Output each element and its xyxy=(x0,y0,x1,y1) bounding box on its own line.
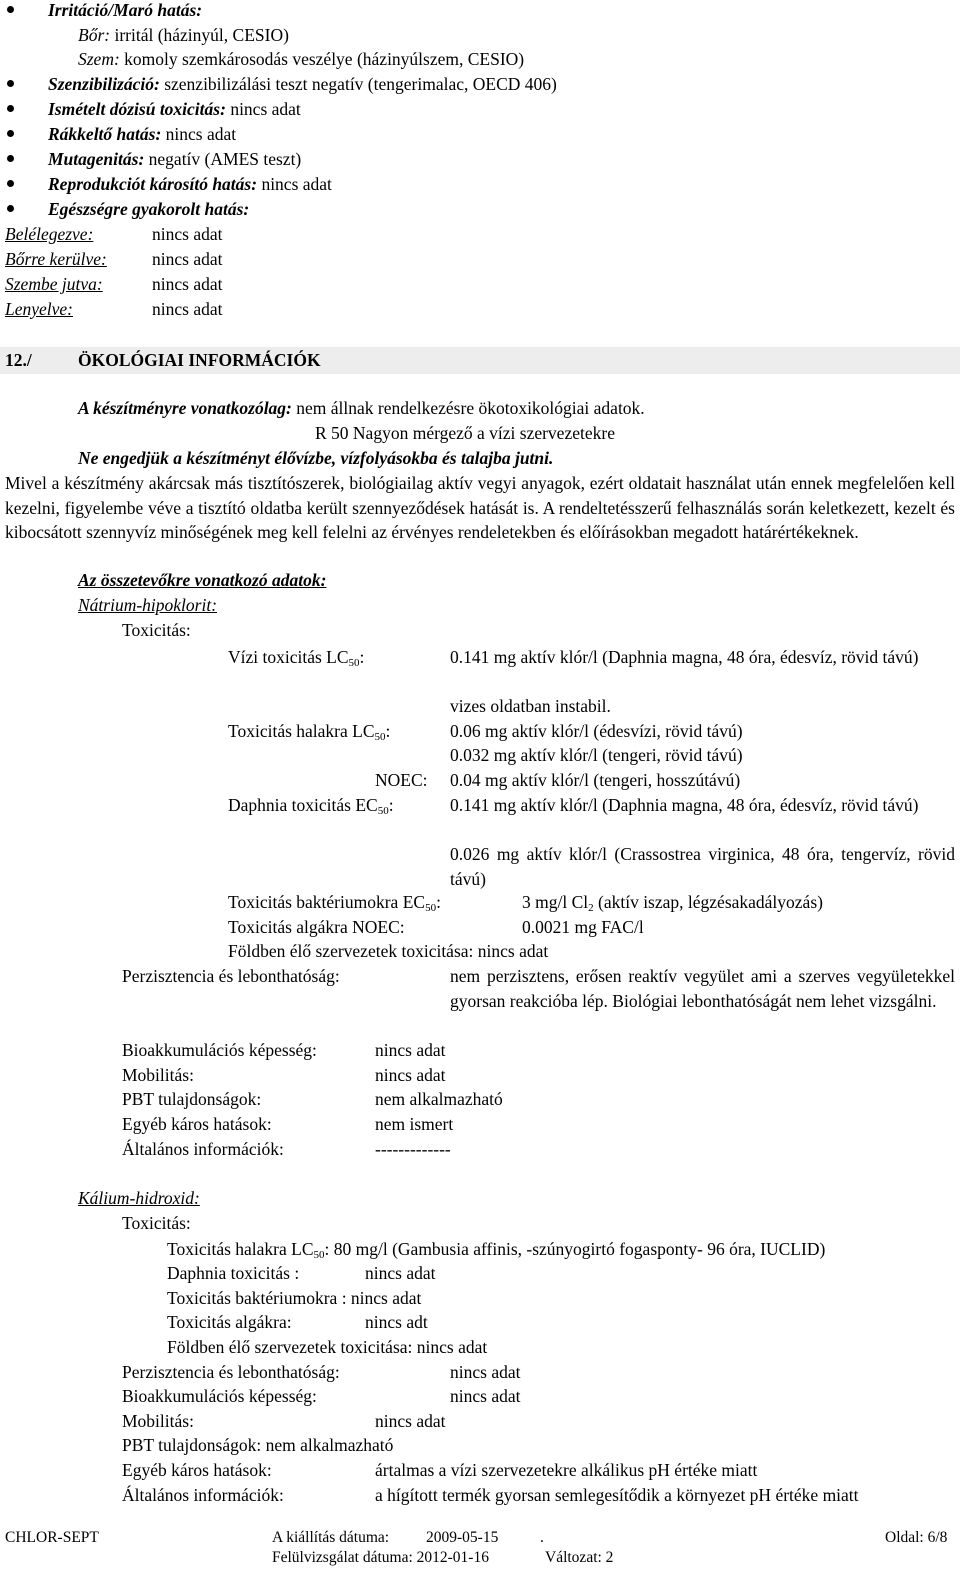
koh-persist-label: Perzisztencia és lebonthatóság: xyxy=(122,1362,340,1382)
skin-value: irritál (házinyúl, CESIO) xyxy=(114,25,289,45)
eye-value: komoly szemkárosodás veszélye (házinyúlszem, CESIO) xyxy=(124,49,525,69)
subscript: 50 xyxy=(374,731,386,743)
koh-fish-value: : 80 mg/l (Gambusia affinis, -szúnyogirtó fogasponty- 96 óra, IUCLID) xyxy=(324,1239,826,1259)
bullet-item xyxy=(48,199,249,219)
bullet-item xyxy=(48,99,301,119)
koh-other-label: Egyéb káros hatások: xyxy=(122,1460,272,1480)
route-value: nincs adat xyxy=(152,274,223,294)
koh-fish-label: Toxicitás halakra LC xyxy=(167,1239,314,1259)
bullet xyxy=(7,155,14,162)
bullet-value: nincs adat xyxy=(230,99,301,119)
bact-tox-value xyxy=(522,892,823,912)
footer-issue-date: 2009-05-15 xyxy=(426,1529,499,1546)
prop-value: nincs adat xyxy=(375,1065,446,1085)
section-title: ÖKOLÓGIAI INFORMÁCIÓK xyxy=(78,350,321,370)
toxicity-heading: Toxicitás: xyxy=(122,620,191,640)
koh-daphnia-value: nincs adat xyxy=(365,1263,436,1283)
fish-tox-label-text: Toxicitás halakra LC xyxy=(228,721,375,741)
koh-general-value: a hígított termék gyorsan semlegesítődik a környezet pH értéke miatt xyxy=(375,1485,859,1505)
bullet-label: Reprodukciót károsító hatás: xyxy=(48,174,258,194)
bact-value-text: 3 mg/l Cl xyxy=(522,892,589,912)
route-value: nincs adat xyxy=(152,249,223,269)
algae-tox-label: Toxicitás algákra NOEC: xyxy=(228,917,405,937)
prop-label: Mobilitás: xyxy=(122,1065,194,1085)
water-tox-value: 0.141 mg aktív klór/l (Daphnia magna, 48 óra, édesvíz, rövid távú) xyxy=(450,647,919,667)
bullet xyxy=(7,80,14,87)
footer-product: CHLOR-SEPT xyxy=(5,1529,99,1546)
koh-mob-value: nincs adat xyxy=(375,1411,446,1431)
koh-bact-tox: Toxicitás baktériumokra : nincs adat xyxy=(167,1288,422,1308)
footer-version: Változat: 2 xyxy=(545,1549,614,1566)
daphnia-tox-value-1: 0.141 mg aktív klór/l (Daphnia magna, 48 óra, édesvíz, rövid távú) xyxy=(450,795,919,815)
koh-daphnia-label: Daphnia toxicitás : xyxy=(167,1263,300,1283)
daphnia-tox-label: Daphnia toxicitás $EC_{50}$: xyxy=(228,795,394,817)
prop-value: ------------- xyxy=(375,1139,451,1159)
water-tox-label-text: Vízi toxicitás LC xyxy=(228,647,349,667)
skin-line xyxy=(78,25,289,45)
koh-pbt: PBT tulajdonságok: nem alkalmazható xyxy=(122,1435,394,1455)
bullet-value: szenzibilizálási teszt negatív (tengerimalac, OECD 406) xyxy=(164,74,557,94)
water-tox-label: Vízi toxicitás $LC_{50}$: xyxy=(228,647,365,669)
prop-label: Egyéb káros hatások: xyxy=(122,1114,272,1134)
components-heading: Az összetevőkre vonatkozó adatok: xyxy=(78,570,327,590)
bullet-value: negatív (AMES teszt) xyxy=(148,149,302,169)
subscript: 50 xyxy=(377,805,389,817)
component-name: Kálium-hidroxid: xyxy=(78,1188,200,1208)
section-number: 12./ xyxy=(5,350,32,370)
bullet-label: Szenzibilizáció: xyxy=(48,74,160,94)
bullet-item xyxy=(48,124,236,144)
prop-label: PBT tulajdonságok: xyxy=(122,1089,262,1109)
noec-value: 0.04 mg aktív klór/l (tengeri, hosszútávú) xyxy=(450,770,741,790)
footer-issue-label: A kiállítás dátuma: xyxy=(272,1529,390,1546)
koh-soil-tox: Földben élő szervezetek toxicitása: nincs adat xyxy=(167,1337,488,1357)
bact-tox-label: Toxicitás baktériumokra $EC_{50}$: xyxy=(228,892,441,914)
koh-general-label: Általános információk: xyxy=(122,1485,284,1505)
eye-label: Szem: xyxy=(78,49,120,69)
intro-label: A készítményre vonatkozólag: xyxy=(78,398,292,418)
prop-label: Bioakkumulációs képesség: xyxy=(122,1040,317,1060)
koh-fish-tox xyxy=(167,1239,825,1259)
irritation-label: Irritáció/Maró hatás: xyxy=(48,0,203,20)
bullet-label: Mutagenitás: xyxy=(48,149,145,169)
prop-label: Általános információk: xyxy=(122,1139,284,1159)
water-tox-note: vizes oldatban instabil. xyxy=(450,696,611,716)
fish-tox-value-1: 0.06 mg aktív klór/l (édesvízi, rövid távú) xyxy=(450,721,743,741)
footer-page: Oldal: 6/8 xyxy=(885,1529,948,1546)
subscript: 50 xyxy=(348,657,360,669)
koh-bio-value: nincs adat xyxy=(450,1386,521,1406)
algae-tox-value: 0.0021 mg FAC/l xyxy=(522,917,644,937)
bullet-value: nincs adat xyxy=(165,124,237,144)
bact-tox-label-text: Toxicitás baktériumokra EC xyxy=(228,892,426,912)
route-label: Belélegezve: xyxy=(5,224,94,244)
fish-tox-value-2: 0.032 mg aktív klór/l (tengeri, rövid távú) xyxy=(450,745,743,765)
bullet xyxy=(7,130,14,137)
persistence-label: Perzisztencia és lebonthatóság: xyxy=(122,966,340,986)
bullet xyxy=(7,180,14,187)
bact-value-note: (aktív iszap, légzésakadályozás) xyxy=(598,892,823,912)
soil-tox: Földben élő szervezetek toxicitása: nincs adat xyxy=(228,941,549,961)
bullet xyxy=(7,105,14,112)
noec-label: NOEC: xyxy=(375,770,428,790)
persistence-value: nem perzisztens, erősen reaktív vegyület ami a szerves vegyületekkel gyorsan reakcióba lép. Biológiai lebonthatóságát nem lehet vizsgálni. xyxy=(450,966,955,1011)
bullet-label: Rákkeltő hatás: xyxy=(48,124,162,144)
footer-review: Felülvizsgálat dátuma: 2012-01-16 xyxy=(272,1549,489,1566)
daphnia-tox-label-text: Daphnia toxicitás EC xyxy=(228,795,378,815)
route-label: Bőrre kerülve: xyxy=(5,249,107,269)
intro-value: nem állnak rendelkezésre ökotoxikológiai adatok. xyxy=(296,398,645,418)
footer-dot: . xyxy=(540,1529,544,1546)
koh-other-value: ártalmas a vízi szervezetekre alkálikus pH értéke miatt xyxy=(375,1460,758,1480)
koh-algae-value: nincs adt xyxy=(365,1312,428,1332)
section-paragraph: Mivel a készítmény akárcsak más tisztítószerek, biológiailag aktív vegyi anyagok, ezért oldatait használat után ennek megfelelően kell kezelni, figyelembe véve a tisztító oldatba került szennyeződések hatását is. A rendeltetésszerű felhasználás során keletkezett, kezelt és kibocsátott szennyvíz minőségének meg kell felelni az érvényes rendeletekben és előírásokban megadott határértékeknek. xyxy=(5,473,955,542)
route-label: Lenyelve: xyxy=(5,299,74,319)
bullet-label: Ismételt dózisú toxicitás: xyxy=(48,99,226,119)
fish-tox-label: Toxicitás halakra $LC_{50}$: xyxy=(228,721,391,743)
bullet-item xyxy=(48,149,301,169)
route-value: nincs adat xyxy=(152,299,223,319)
component-name: Nátrium-hipoklorit: xyxy=(78,595,218,615)
bullet-value: nincs adat xyxy=(261,174,332,194)
koh-persist-value: nincs adat xyxy=(450,1362,521,1382)
bullet xyxy=(7,6,14,13)
prop-value: nem alkalmazható xyxy=(375,1089,503,1109)
route-value: nincs adat xyxy=(152,224,223,244)
bullet-item xyxy=(48,174,332,194)
bullet-label: Egészségre gyakorolt hatás: xyxy=(48,199,250,219)
eye-line xyxy=(78,49,524,69)
warning-text: Ne engedjük a készítményt élővízbe, vízfolyásokba és talajba jutni. xyxy=(78,448,554,468)
prop-value: nem ismert xyxy=(375,1114,454,1134)
toxicity-heading: Toxicitás: xyxy=(122,1213,191,1233)
bullet-item xyxy=(48,74,557,94)
subscript: 2 xyxy=(588,902,594,914)
subscript: 50 xyxy=(425,902,437,914)
route-label: Szembe jutva: xyxy=(5,274,103,294)
koh-algae-label: Toxicitás algákra: xyxy=(167,1312,292,1332)
bullet xyxy=(7,205,14,212)
subscript: 50 xyxy=(313,1249,325,1261)
r50-phrase: R 50 Nagyon mérgező a vízi szervezetekre xyxy=(315,423,615,443)
koh-bio-label: Bioakkumulációs képesség: xyxy=(122,1386,317,1406)
skin-label: Bőr: xyxy=(78,25,111,45)
daphnia-tox-value-2: 0.026 mg aktív klór/l (Crassostrea virginica, 48 óra, tengervíz, rövid távú) xyxy=(450,844,955,889)
koh-mob-label: Mobilitás: xyxy=(122,1411,194,1431)
prop-value: nincs adat xyxy=(375,1040,446,1060)
intro-line xyxy=(78,398,645,418)
